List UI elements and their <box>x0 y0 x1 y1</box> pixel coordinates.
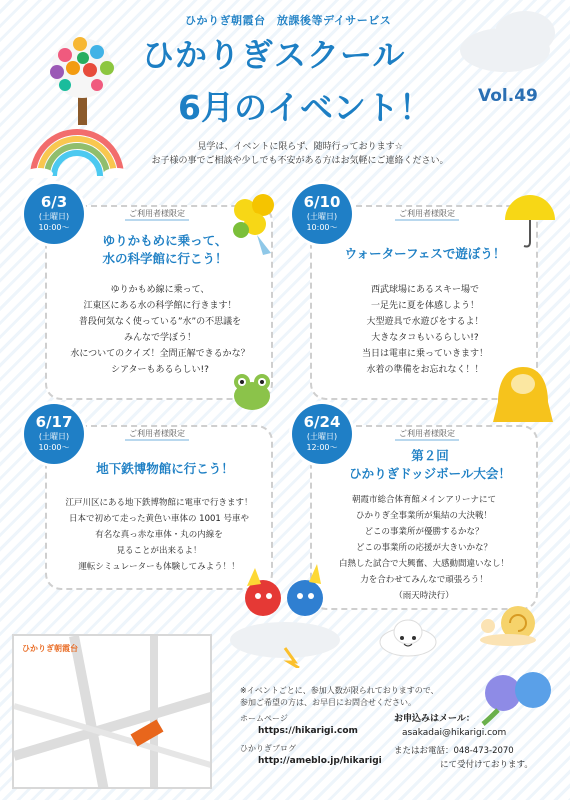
contact-phone-note: にて受付けております。 <box>440 760 533 770</box>
event-line: みんなで学ぼう！ <box>123 333 196 343</box>
event-title-line: 水の科学館に行こう！ <box>102 251 228 266</box>
event-title-line: ひかりぎドッジボール大会！ <box>349 466 511 481</box>
blog-label: ひかりぎブログ <box>240 744 296 753</box>
access-map <box>12 634 212 789</box>
event-line: どこの事業所が優勝するかな？ <box>364 527 484 537</box>
event-line: 大型遊具で水遊びをするよ！ <box>366 317 484 327</box>
event-line: 有名な真っ赤な車体・丸の内線を <box>95 530 223 540</box>
event-line: 力を合わせてみんなで頑張ろう！ <box>360 575 488 585</box>
event-title-line: ウォーターフェスで遊ぼう！ <box>344 246 506 261</box>
event-title-line: 第２回 <box>411 448 449 463</box>
contact-phone[interactable]: またはお電話：048-473-2070 <box>394 746 514 756</box>
event-line: 一足先に夏を体感しよう！ <box>370 301 479 311</box>
members-only-badge: ご利用者様限定 <box>125 208 189 221</box>
map-roads <box>14 636 212 789</box>
event-weekday: (土曜日) <box>38 212 70 221</box>
event-date-badge <box>24 404 84 464</box>
contact-heading: お申込みはメール： <box>394 714 475 724</box>
intro-line: 見学は、イベントに限らず、随時行っております☆ <box>197 142 403 152</box>
event-line: 普段何気なく使っている”水”の不思議を <box>78 317 242 327</box>
oni-characters-illustration <box>225 558 345 668</box>
event-line: ひかりぎ全事業所が集結の大決戦！ <box>355 511 492 521</box>
homepage-label: ホームページ <box>240 714 288 723</box>
event-title-line: ゆりかもめに乗って、 <box>102 233 228 248</box>
footer-note: 参加ご希望の方は、お早目にお問合せください。 <box>240 698 416 707</box>
event-time: 10:00～ <box>38 443 70 452</box>
frog-illustration <box>228 366 276 414</box>
contact-info <box>394 712 533 772</box>
event-title <box>85 460 245 478</box>
members-only-badge: ご利用者様限定 <box>125 428 189 441</box>
event-description <box>55 282 265 378</box>
event-title <box>335 447 525 483</box>
intro-line: お子様の事でご相談や少しでも不安がある方はお気軽にご連絡ください。 <box>151 156 449 166</box>
event-line: 水についてのクイズ！全問正解できるかな？ <box>70 349 250 359</box>
event-weekday: (土曜日) <box>38 432 70 441</box>
event-date: 6/3 <box>40 193 68 211</box>
event-date-badge <box>292 184 352 244</box>
event-line: 見ることが出来るよ！ <box>116 546 202 556</box>
organization-name: ひかりぎ朝霞台 放課後等デイサービス <box>185 14 392 27</box>
event-line: ゆりかもめ線に乗って、 <box>110 285 210 295</box>
event-line: 日本で初めて走った黄色い車体の 1001 号車や <box>68 514 250 524</box>
event-title-line: 地下鉄博物館に行こう！ <box>96 461 234 476</box>
smiling-cloud-illustration <box>378 618 438 658</box>
event-line: 大きなタコもいるらしい!? <box>371 333 479 343</box>
event-description <box>315 492 533 604</box>
event-line: 江東区にある水の科学館に行きます！ <box>83 301 237 311</box>
contact-email[interactable]: asakadai@hikarigi.com <box>402 728 507 738</box>
footer-note: ※イベントごとに、参加人数が限られておりますので、 <box>240 686 439 695</box>
map-label: ひかりぎ朝霞台 <box>22 644 78 653</box>
rainbow-illustration <box>25 128 130 178</box>
event-line: シアターもあるらしい!? <box>111 365 209 375</box>
event-time: 10:00～ <box>38 223 70 232</box>
event-date: 6/24 <box>303 413 341 431</box>
event-date-badge <box>24 184 84 244</box>
event-line: 当日は電車に乗っていきます！ <box>361 349 488 359</box>
event-line: 朝霞市総合体育館メインアリーナにて <box>352 495 496 505</box>
event-time: 10:00～ <box>306 223 338 232</box>
event-date: 6/10 <box>303 193 341 211</box>
event-time: 12:00～ <box>306 443 338 452</box>
umbrella-illustration <box>500 190 560 250</box>
raincoat-illustration <box>488 362 558 427</box>
homepage-link[interactable]: https://hikarigi.com <box>258 726 358 736</box>
event-line: 江戸川区にある地下鉄博物館に電車で行きます！ <box>65 498 253 508</box>
event-weekday: (土曜日) <box>306 432 338 441</box>
snail-illustration <box>478 598 548 648</box>
page-subtitle: 6月のイベント！ <box>178 88 432 127</box>
event-line: 運転シミュレーターも体験してみよう！！ <box>78 562 240 572</box>
members-only-badge: ご利用者様限定 <box>395 208 459 221</box>
event-weekday: (土曜日) <box>306 212 338 221</box>
event-date: 6/17 <box>35 413 73 431</box>
members-only-badge: ご利用者様限定 <box>395 428 459 441</box>
intro-text <box>150 140 450 168</box>
blog-link[interactable]: http://ameblo.jp/hikarigi <box>258 756 382 766</box>
event-title <box>335 245 515 263</box>
event-line: どこの事業所の応援が大きいかな？ <box>355 543 492 553</box>
event-line: （雨天時決行） <box>394 591 454 601</box>
cloud-decoration <box>455 5 565 75</box>
tree-illustration <box>35 30 130 130</box>
page-title: ひかりぎスクール <box>142 36 406 74</box>
volume-number: Vol.49 <box>478 86 538 106</box>
event-title <box>85 232 245 268</box>
event-line: 西武球場にあるスキー場で <box>370 285 479 295</box>
event-line: 白熱した試合で大興奮、大感動間違いなし！ <box>338 559 509 569</box>
event-line: 水着の準備をお忘れなく！！ <box>366 365 484 375</box>
flower-bouquet-illustration <box>225 190 285 260</box>
